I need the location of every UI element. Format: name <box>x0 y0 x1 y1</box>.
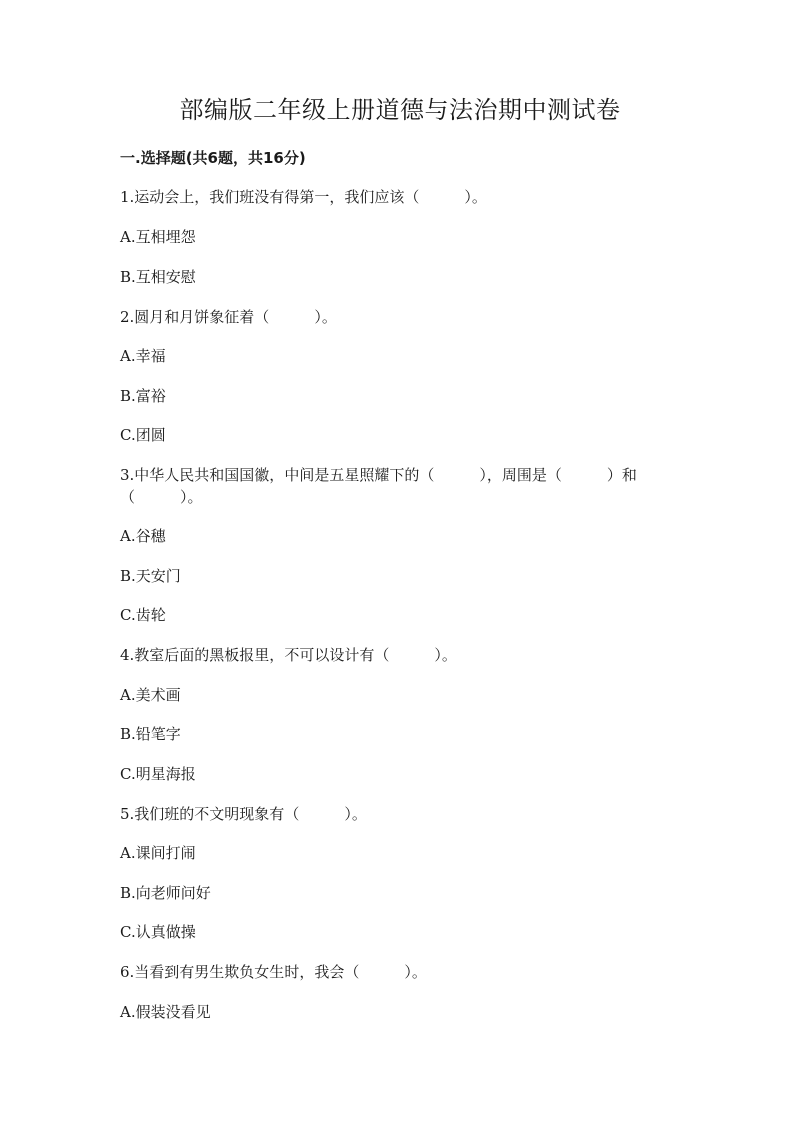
question-2-option-c: C.团圆 <box>120 426 166 444</box>
question-4-option-c: C.明星海报 <box>120 765 196 783</box>
question-1-stem: 1.运动会上，我们班没有得第一，我们应该（ ）。 <box>120 188 487 206</box>
question-3-stem: 3.中华人民共和国国徽，中间是五星照耀下的（ ），周围是（ ）和 <box>120 466 637 484</box>
question-5-stem: 5.我们班的不文明现象有（ ）。 <box>120 805 367 823</box>
section-heading: 一.选择题(共6题，共16分) <box>120 149 306 167</box>
question-6-option-a: A.假装没看见 <box>120 1003 211 1021</box>
question-4-stem: 4.教室后面的黑板报里，不可以设计有（ ）。 <box>120 646 457 664</box>
question-1-option-a: A.互相埋怨 <box>120 228 196 246</box>
question-3-option-a: A.谷穗 <box>120 527 166 545</box>
question-3-option-c: C.齿轮 <box>120 606 166 624</box>
question-1-option-b: B.互相安慰 <box>120 268 196 286</box>
question-5-option-a: A.课间打闹 <box>120 844 196 862</box>
page-title: 部编版二年级上册道德与法治期中测试卷 <box>179 96 621 124</box>
question-3-stem-continued: （ ）。 <box>120 488 203 506</box>
question-2-option-b: B.富裕 <box>120 387 166 405</box>
question-5-option-c: C.认真做操 <box>120 923 196 941</box>
question-4-option-a: A.美术画 <box>120 686 181 704</box>
question-6-stem: 6.当看到有男生欺负女生时，我会（ ）。 <box>120 963 427 981</box>
question-5-option-b: B.向老师问好 <box>120 884 211 902</box>
question-4-option-b: B.铅笔字 <box>120 725 181 743</box>
question-2-option-a: A.幸福 <box>120 347 166 365</box>
question-2-stem: 2.圆月和月饼象征着（ ）。 <box>120 308 337 326</box>
question-3-option-b: B.天安门 <box>120 567 181 585</box>
